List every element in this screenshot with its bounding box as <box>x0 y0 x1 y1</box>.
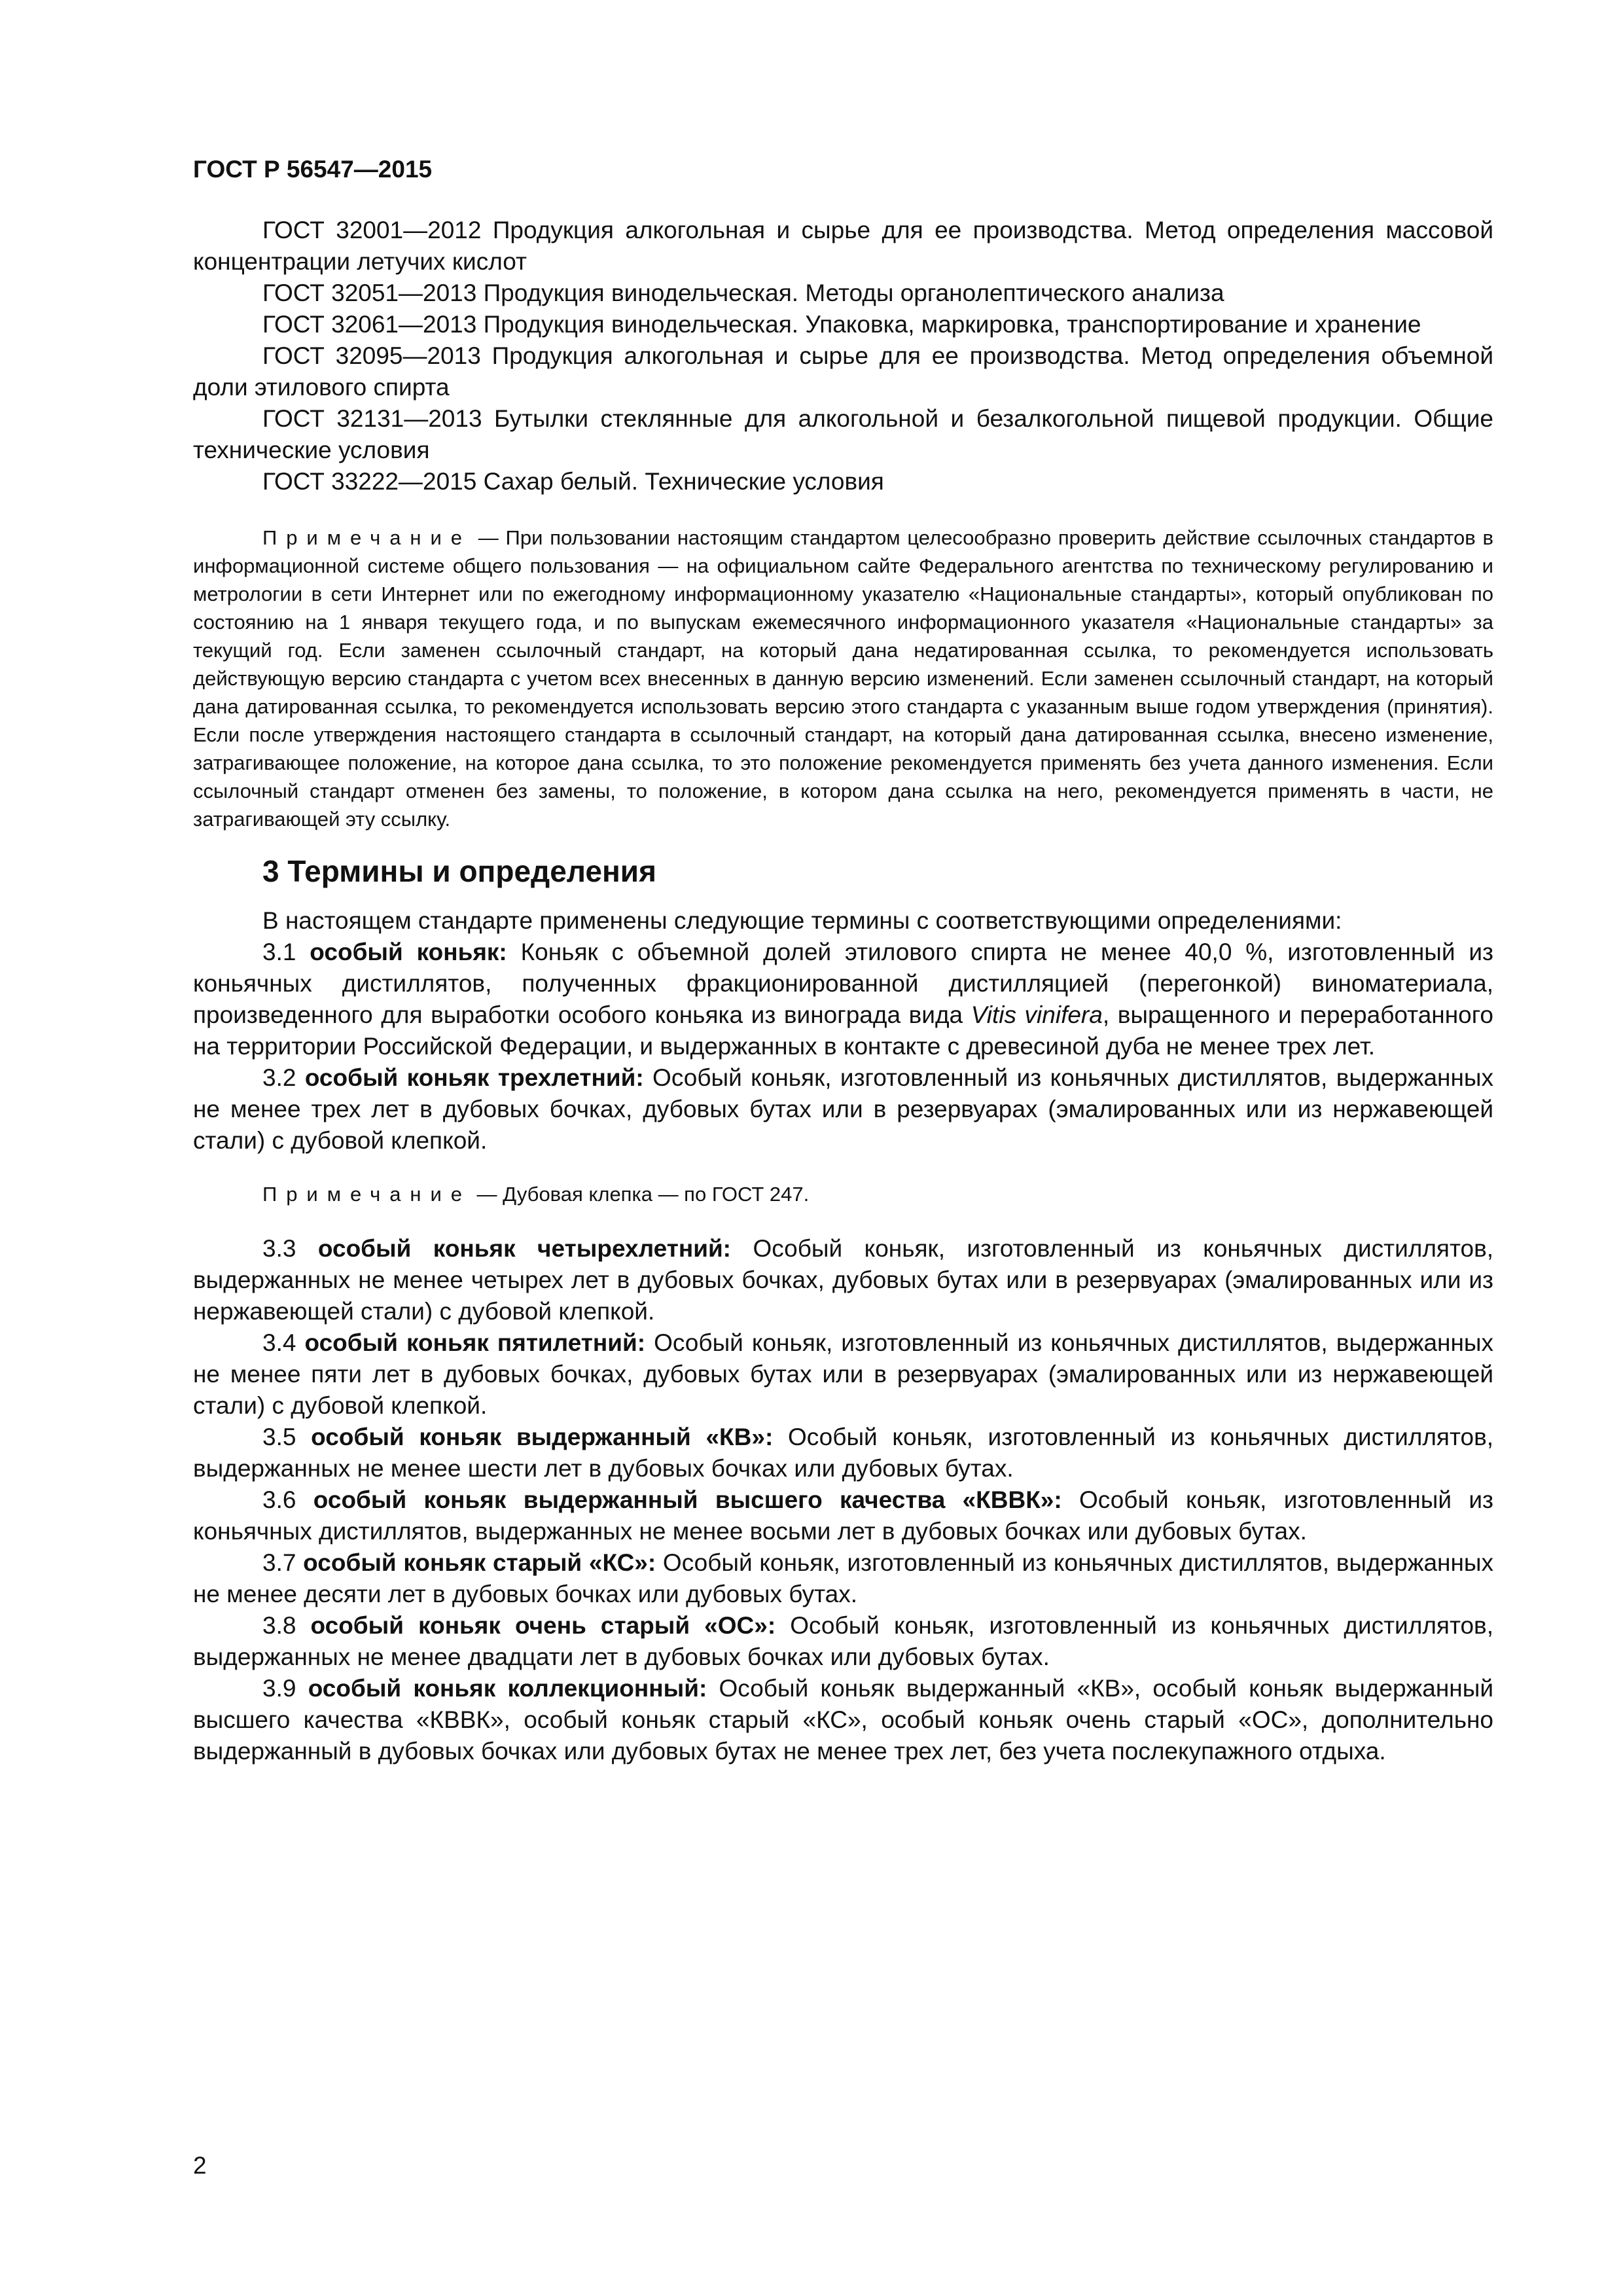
term-number: 3.8 <box>262 1612 311 1639</box>
term-name: особый коньяк выдержанный высшего качества «КВВК»: <box>313 1486 1062 1513</box>
reference-item: ГОСТ 32095—2013 Продукция алкогольная и сырье для ее производства. Метод определения объемной доли этилового спирта <box>193 342 1493 401</box>
term-name: особый коньяк четырехлетний: <box>317 1235 732 1262</box>
note-text: — Дубовая клепка — по ГОСТ 247. <box>471 1183 810 1206</box>
note-label: Примечание <box>262 526 471 549</box>
term-text: Особый коньяк, изготовленный из коньячных дистиллятов, выдержанных не менее трех лет в дубовых бочках, дубовых бутах или в резервуарах (эмалированных или из нержавеющей стали) с дубовой клепкой. <box>193 1064 1493 1154</box>
section-intro: В настоящем стандарте применены следующие термины с соответствующими определениями: <box>262 907 1342 934</box>
term-number: 3.5 <box>262 1424 312 1450</box>
term-definition <box>193 1422 1493 1484</box>
term-number: 3.1 <box>262 939 310 965</box>
term-definition <box>193 937 1493 1062</box>
term-number: 3.4 <box>262 1329 305 1356</box>
term-name: особый коньяк пятилетний: <box>304 1329 646 1356</box>
page-content <box>193 215 1493 1767</box>
note-text: — При пользовании настоящим стандартом целесообразно проверить действие ссылочных стандартов в информационной системе общего пользования — на официальном сайте Федерального агентства по техническому регулированию и метрологии в сети Интернет или по ежегодному информационному указателю «Национальные стандарты», который опубликован по состоянию на 1 января текущего года, и по выпускам ежемесячного информационного указателя «Национальные стандарты» за текущий год. Если заменен ссылочный стандарт, на который дана недатированная ссылка, то рекомендуется использовать действующую версию стандарта с учетом всех внесенных в данную версию изменений. Если заменен ссылочный стандарт, на который дана датированная ссылка, то рекомендуется использовать версию этого стандарта с указанным выше годом утверждения (принятия). Если после утверждения настоящего стандарта в ссылочный стандарт, на который дана датированная ссылка, внесено изменение, затрагивающее положение, на которое дана ссылка, то это положение рекомендуется применять без учета данного изменения. Если ссылочный стандарт отменен без замены, то положение, в котором дана ссылка на него, рекомендуется применять в части, не затрагивающей эту ссылку. <box>193 526 1493 831</box>
term-definition <box>193 1673 1493 1767</box>
reference-item: ГОСТ 32001—2012 Продукция алкогольная и сырье для ее производства. Метод определения массовой концентрации летучих кислот <box>193 217 1493 275</box>
term-name: особый коньяк очень старый «ОС»: <box>310 1612 776 1639</box>
term-definition <box>193 1327 1493 1422</box>
page-number: 2 <box>193 2152 207 2179</box>
term-name: особый коньяк трехлетний: <box>304 1064 644 1091</box>
term-name: особый коньяк старый «КС»: <box>303 1549 656 1576</box>
reference-item: ГОСТ 32061—2013 Продукция винодельческая. Упаковка, маркировка, транспортирование и хранение <box>262 311 1421 338</box>
term-number: 3.2 <box>262 1064 305 1091</box>
term-text: Особый коньяк, изготовленный из коньячных дистиллятов, выдержанных не менее двадцати лет в дубовых бочках или дубовых бутах. <box>193 1612 1493 1670</box>
term-text: Особый коньяк, изготовленный из коньячных дистиллятов, выдержанных не менее шести лет в дубовых бочках или дубовых бутах. <box>193 1424 1494 1482</box>
reference-item: ГОСТ 33222—2015 Сахар белый. Технические условия <box>262 468 884 495</box>
references-note <box>193 524 1493 833</box>
reference-item: ГОСТ 32131—2013 Бутылки стеклянные для алкогольной и безалкогольной пищевой продукции. Общие технические условия <box>193 405 1493 463</box>
term-name: особый коньяк выдержанный «КВ»: <box>311 1424 774 1450</box>
term-number: 3.6 <box>262 1486 313 1513</box>
term-definition <box>193 1484 1493 1547</box>
term-text: Особый коньяк, изготовленный из коньячных дистиллятов, выдержанных не менее четырех лет в дубовых бочках, дубовых бутах или в резервуарах (эмалированных или из нержавеющей стали) с дубовой клепкой. <box>193 1235 1494 1325</box>
term-definition <box>193 1233 1493 1327</box>
term-definition <box>193 1062 1493 1157</box>
term-text: Коньяк с объемной долей этилового спирта не менее 40,0 %, изготовленный из коньячных дистиллятов, полученных фракционированной дистилляцией (перегонкой) виноматериала, произведенного для выработки особого коньяка из винограда вида <box>193 939 1493 1028</box>
document-header: ГОСТ Р 56547—2015 <box>193 156 433 183</box>
term-number: 3.3 <box>262 1235 318 1262</box>
term-text: Особый коньяк, изготовленный из коньячных дистиллятов, выдержанных не менее восьми лет в дубовых бочках или дубовых бутах. <box>193 1486 1493 1545</box>
term-text: Особый коньяк выдержанный «КВ», особый коньяк выдержанный высшего качества «КВВК», особый коньяк старый «КС», особый коньяк очень старый «ОС», дополнительно выдержанный в дубовых бочках или дубовых бутах не менее трех лет, без учета послекупажного отдыха. <box>193 1675 1494 1765</box>
term-name: особый коньяк: <box>310 939 507 965</box>
term-number: 3.7 <box>262 1549 304 1576</box>
term-definition <box>193 1547 1493 1610</box>
term-number: 3.9 <box>262 1675 308 1702</box>
term-definition <box>193 1610 1493 1673</box>
latin-species-name: Vitis vinifera <box>971 1001 1103 1028</box>
term-text: , выращенного и переработанного на территории Российской Федерации, и выдержанных в контакте с древесиной дуба не менее трех лет. <box>193 1001 1493 1060</box>
term-text: Особый коньяк, изготовленный из коньячных дистиллятов, выдержанных не менее десяти лет в дубовых бочках или дубовых бутах. <box>193 1549 1493 1607</box>
term-text: Особый коньяк, изготовленный из коньячных дистиллятов, выдержанных не менее пяти лет в дубовых бочках, дубовых бутах или в резервуарах (эмалированных или из нержавеющей стали) с дубовой клепкой. <box>193 1329 1494 1419</box>
reference-item: ГОСТ 32051—2013 Продукция винодельческая. Методы органолептического анализа <box>262 279 1224 306</box>
term-name: особый коньяк коллекционный: <box>308 1675 707 1702</box>
note-label: Примечание <box>262 1183 471 1206</box>
section-heading: 3 Термины и определения <box>262 854 656 888</box>
term-note <box>193 1180 1493 1208</box>
